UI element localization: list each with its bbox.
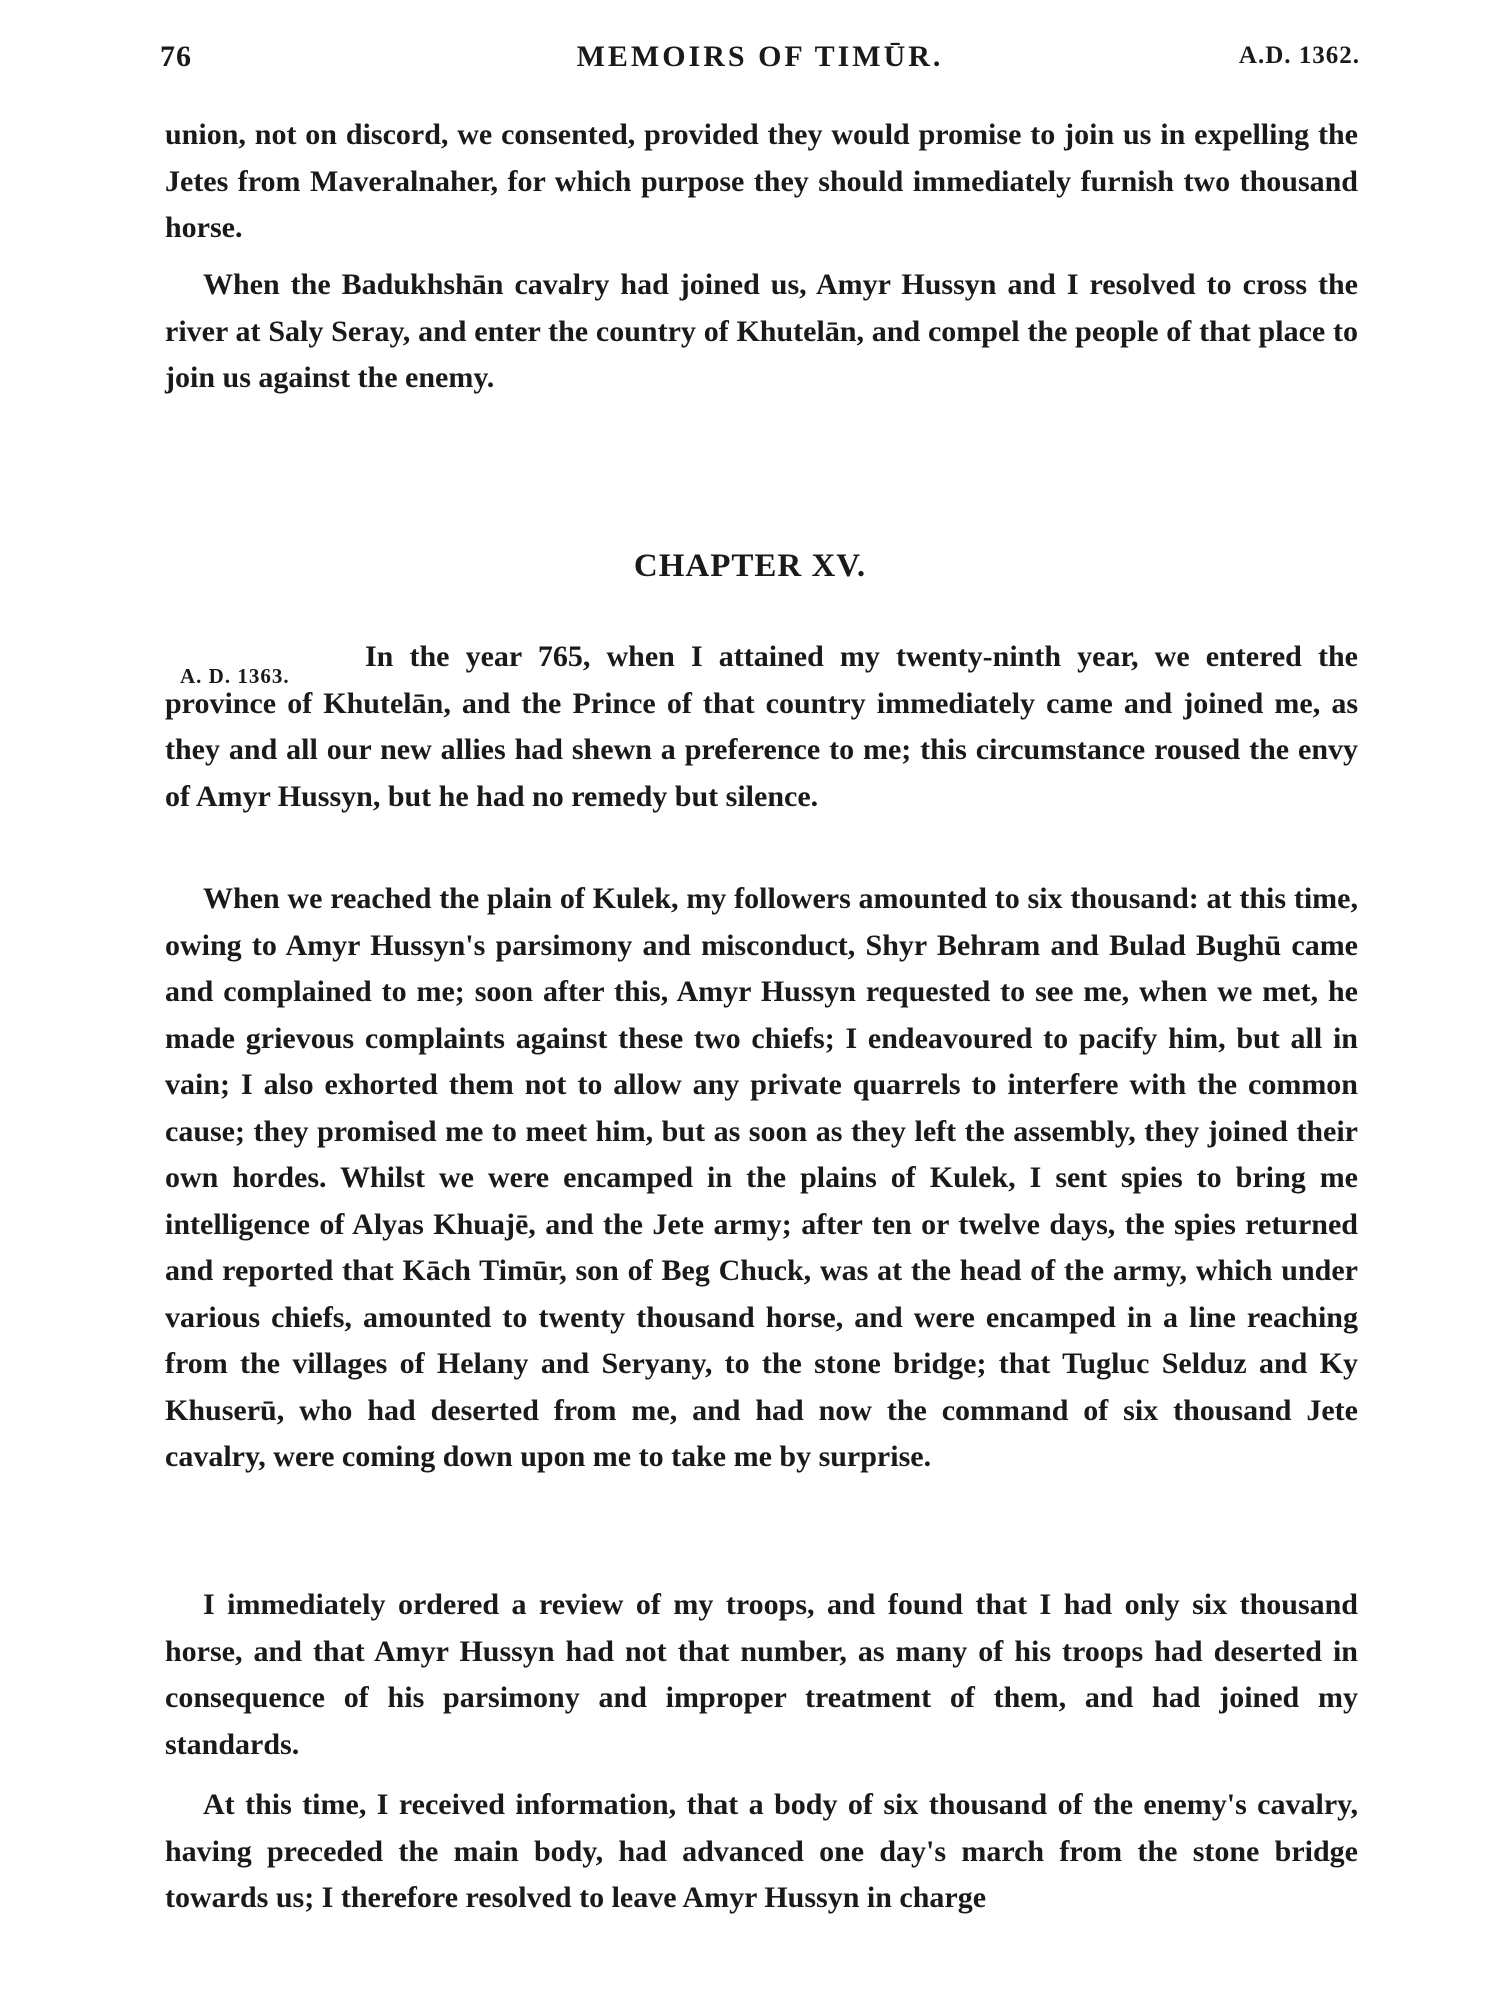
running-date: A.D. 1362. [1238,42,1360,69]
paragraph-enemy-cavalry: At this time, I received information, that a body of six thousand of the enemy's cavalry, having preceded the main body, had advanced one day's march from the stone bridge towards us; I therefore resolved to leave Amyr Hussyn in charge [165,1788,1358,1914]
running-head [160,40,1360,80]
paragraph-review-of-troops: I immediately ordered a review of my troops, and found that I had only six thousand horse, and that Amyr Hussyn had not that number, as many of his troops had deserted in consequence of his parsimony and improper treatment of them, and had joined my standards. [165,1588,1358,1761]
paragraph-badukhshan-cavalry: When the Badukhshān cavalry had joined us, Amyr Hussyn and I resolved to cross the river at Saly Seray, and enter the country of Khutelān, and compel the people of that place to join us against the enemy. [165,268,1358,394]
paragraph-plain-of-kulek: When we reached the plain of Kulek, my followers amounted to six thousand: at this time, owing to Amyr Hussyn's parsimony and misconduct, Shyr Behram and Bulad Bughū came and complained to me; soon after this, Amyr Hussyn requested to see me, when we met, he made grievous complaints against these two chiefs; I endeavoured to pacify him, but all in vain; I also exhorted them not to allow any private quarrels to interfere with the common cause; they promised me to meet him, but as soon as they left the assembly, they joined their own hordes. Whilst we were encamped in the plains of Kulek, I sent spies to bring me intelligence of Alyas Khuajē, and the Jete army; after ten or twelve days, the spies returned and reported that Kāch Timūr, son of Beg Chuck, was at the head of the army, which under various chiefs, amounted to twenty thousand horse, and were encamped in a line reaching from the villages of Helany and Seryany, to the stone bridge; that Tugluc Selduz and Ky Khuserū, who had deserted from me, and had now the command of six thousand Jete cavalry, were coming down upon me to take me by surprise. [165,882,1358,1473]
paragraph-continued: union, not on discord, we consented, provided they would promise to join us in expelling the Jetes from Maveralnaher, for which purpose they should immediately furnish two thousand horse. [165,118,1358,244]
paragraph-year-765: In the year 765, when I attained my twenty-ninth year, we entered the province of Khutelān, and the Prince of that country immediately came and joined me, as they and all our new allies had shewn a preference to me; this circumstance roused the envy of Amyr Hussyn, but he had no remedy but silence. [165,640,1358,813]
running-title: MEMOIRS OF TIMŪR. [576,40,944,73]
margin-date-note: A. D. 1363. [180,664,290,688]
page-number: 76 [160,40,192,73]
chapter-heading: CHAPTER XV. [633,548,867,584]
